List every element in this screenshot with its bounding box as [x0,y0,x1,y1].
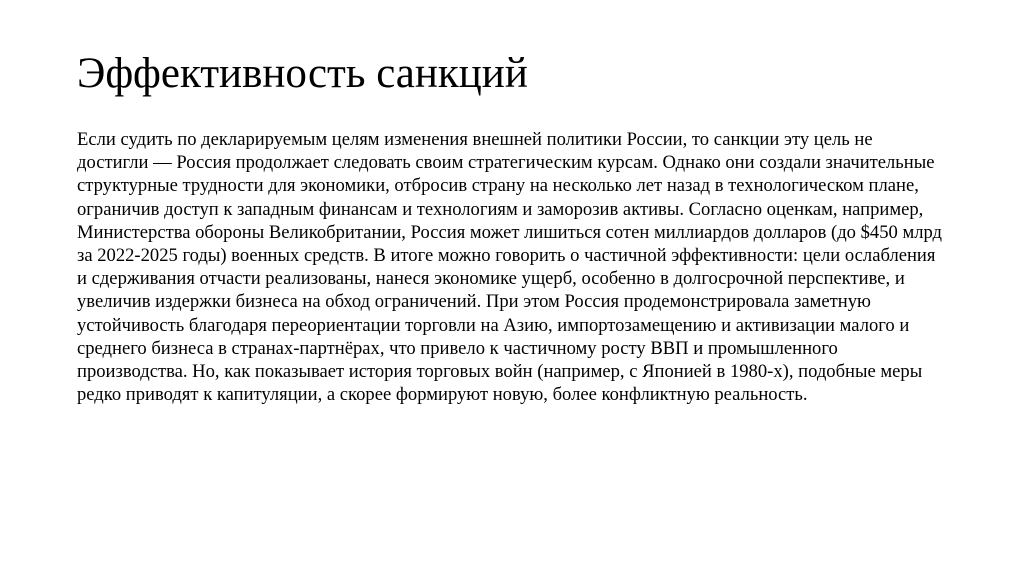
slide-body-text: Если судить по декларируемым целям изменения внешней политики России, то санкции эту цель не достигли — Россия продолжает следовать своим стратегическим курсам. Однако они создали значительные структурные трудности для экономики, отбросив страну на несколько лет назад в технологическом плане, ограничив доступ к западным финансам и технологиям и заморозив активы. Согласно оценкам, например, Министерства обороны Великобритании, Россия может лишиться сотен миллиардов долларов (до $450 млрд за 2022-2025 годы) военных средств. В итоге можно говорить о частичной эффективности: цели ослабления и сдерживания отчасти реализованы, нанеся экономике ущерб, особенно в долгосрочной перспективе, и увеличив издержки бизнеса на обход ограничений. При этом Россия продемонстрировала заметную устойчивость благодаря переориентации торговли на Азию, импортозамещению и активизации малого и среднего бизнеса в странах-партнёрах, что привело к частичному росту ВВП и промышленного производства. Но, как показывает история торговых войн (например, с Японией в 1980-х), подобные меры редко приводят к капитуляции, а скорее формируют новую, более конфликтную реальность. [77,129,943,406]
slide-title: Эффективность санкций [77,50,528,97]
